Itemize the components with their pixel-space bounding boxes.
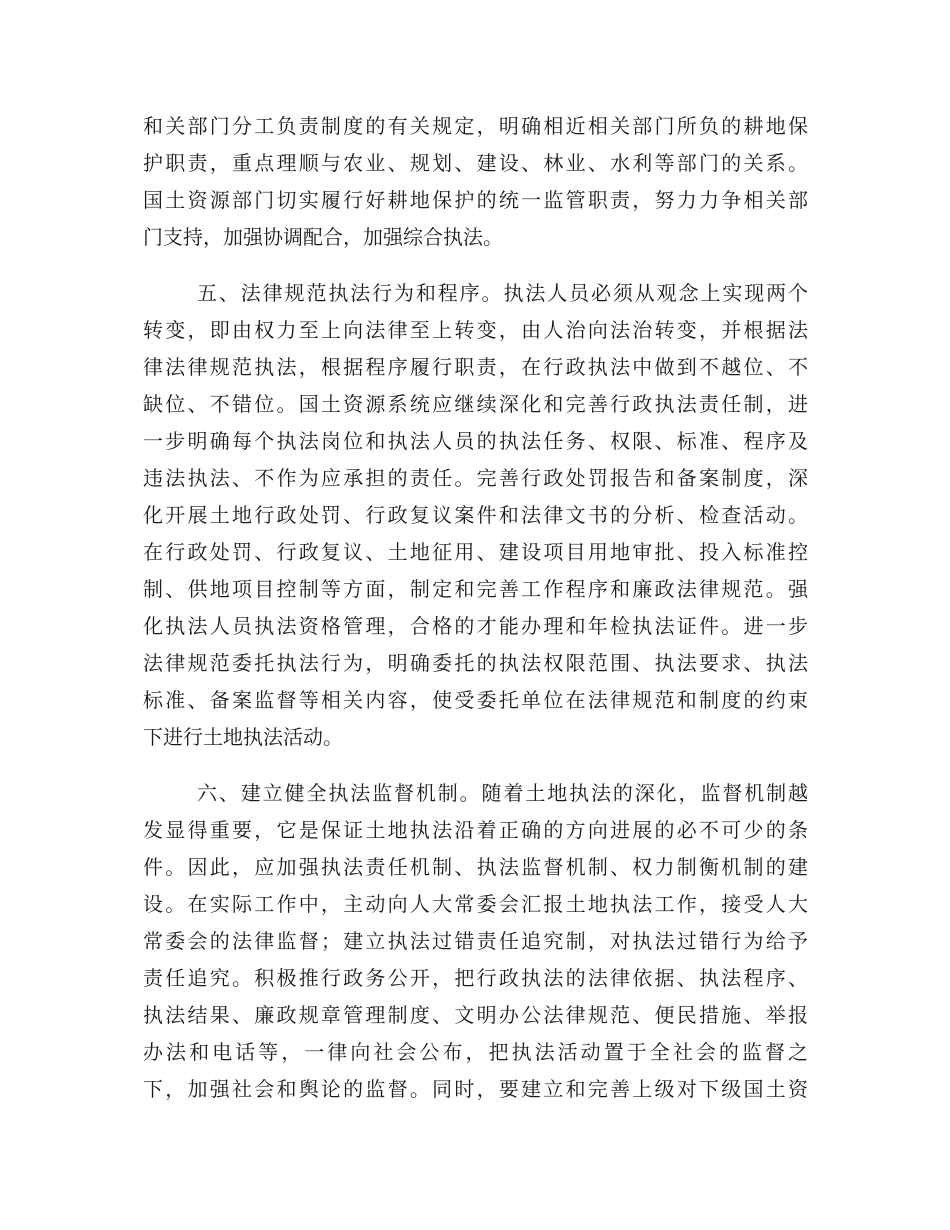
text-line: 护职责，重点理顺与农业、规划、建设、林业、水利等部门的关系。 [143, 151, 808, 175]
text-line: 责任追究。积极推行政务公开，把行政执法的法律依据、执法程序、 [143, 966, 808, 990]
text-line: 六、建立健全执法监督机制。随着土地执法的深化，监督机制越 [197, 781, 808, 805]
text-line: 缺位、不错位。国土资源系统应继续深化和完善行政执法责任制，进 [143, 392, 808, 416]
text-line: 违法执法、不作为应承担的责任。完善行政处罚报告和备案制度，深 [143, 466, 808, 490]
text-line: 设。在实际工作中，主动向人大常委会汇报土地执法工作，接受人大 [143, 892, 808, 916]
text-line: 办法和电话等，一律向社会公布，把执法活动置于全社会的监督之 [143, 1040, 808, 1064]
text-line: 国土资源部门切实履行好耕地保护的统一监管职责，努力力争相关部 [143, 188, 808, 212]
text-line: 律法律规范执法，根据程序履行职责，在行政执法中做到不越位、不 [143, 355, 808, 379]
text-line: 制、供地项目控制等方面，制定和完善工作程序和廉政法律规范。强 [143, 577, 808, 601]
text-line: 法律规范委托执法行为，明确委托的执法权限范围、执法要求、执法 [143, 651, 808, 675]
text-line: 件。因此，应加强执法责任机制、执法监督机制、权力制衡机制的建 [143, 855, 808, 879]
text-line: 在行政处罚、行政复议、土地征用、建设项目用地审批、投入标准控 [143, 540, 808, 564]
text-line: 标准、备案监督等相关内容，使受委托单位在法律规范和制度的约束 [143, 688, 808, 712]
text-line: 转变，即由权力至上向法律至上转变，由人治向法治转变，并根据法 [143, 318, 808, 342]
text-line: 下进行土地执法活动。 [143, 725, 343, 749]
text-line: 常委会的法律监督；建立执法过错责任追究制，对执法过错行为给予 [143, 929, 808, 953]
text-line: 化开展土地行政处罚、行政复议案件和法律文书的分析、检查活动。 [143, 503, 808, 527]
text-line: 下，加强社会和舆论的监督。同时，要建立和完善上级对下级国土资 [143, 1077, 808, 1101]
text-line: 门支持，加强协调配合，加强综合执法。 [143, 225, 503, 249]
text-line: 和关部门分工负责制度的有关规定，明确相近相关部门所负的耕地保 [143, 114, 808, 138]
text-line: 执法结果、廉政规章管理制度、文明办公法律规范、便民措施、举报 [143, 1003, 808, 1027]
text-line: 一步明确每个执法岗位和执法人员的执法任务、权限、标准、程序及 [143, 429, 808, 453]
text-line: 五、法律规范执法行为和程序。执法人员必须从观念上实现两个 [197, 281, 808, 305]
text-line: 发显得重要，它是保证土地执法沿着正确的方向进展的必不可少的条 [143, 818, 808, 842]
text-line: 化执法人员执法资格管理，合格的才能办理和年检执法证件。进一步 [143, 614, 808, 638]
